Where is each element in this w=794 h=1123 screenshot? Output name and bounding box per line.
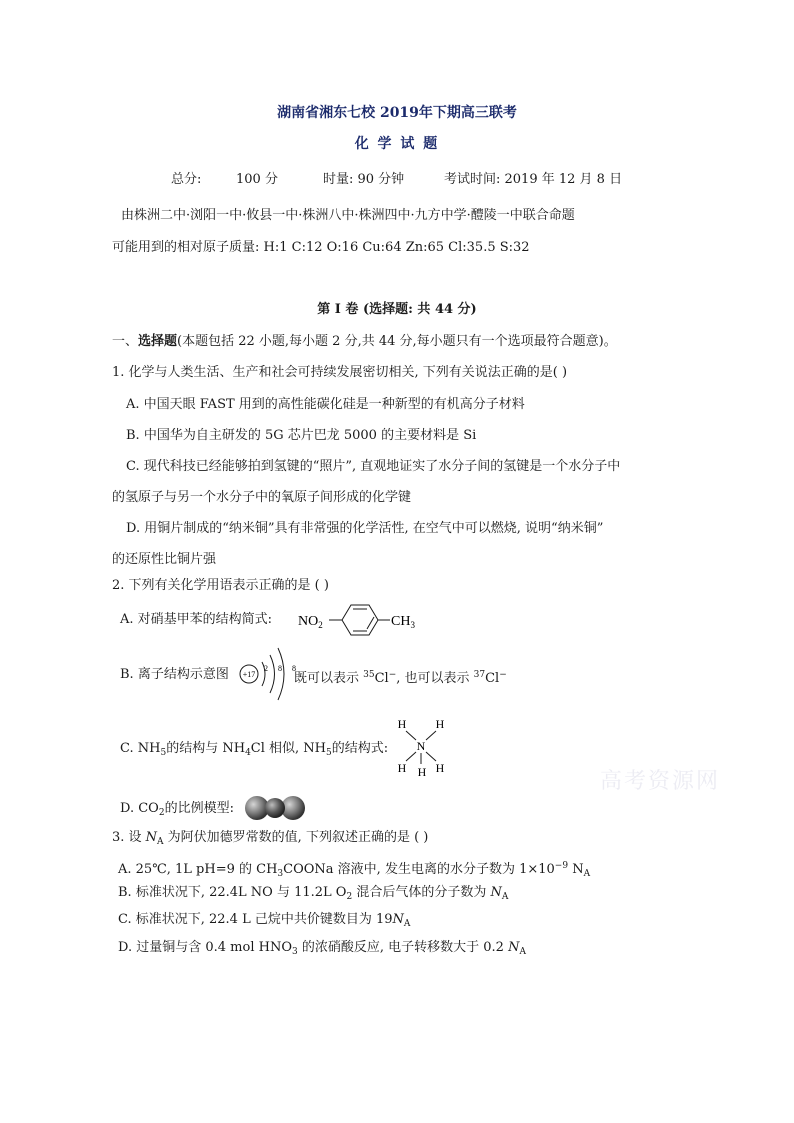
section-heading-rest: (本题包括 22 小题,每小题 2 分,共 44 分,每小题只有一个选项最符合题意)。 — [177, 334, 617, 349]
charge-2: − — [499, 670, 507, 680]
q1-option-d: D. 用铜片制成的“纳米铜”具有非常强的化学活性, 在空气中可以燃烧, 说明“纳米铜” — [126, 521, 604, 536]
q3-a-exponent: −9 — [554, 861, 569, 871]
q2-d-part-2: 的比例模型: — [164, 801, 234, 816]
nh5-structure-formula — [390, 712, 452, 778]
q3-na: N — [145, 830, 158, 845]
q3-d-na: N — [508, 940, 520, 955]
q2-c-sub-3: 5 — [326, 748, 332, 758]
atom-h-5: H — [435, 761, 445, 775]
q2-b-cl-2: Cl — [485, 671, 500, 686]
q1-option-d-cont: 的还原性比铜片强 — [112, 552, 217, 567]
q3-d-sub: 3 — [291, 947, 298, 957]
electron-shell-counts: 2 8 8 — [264, 664, 300, 673]
q3-b-part-2: 混合后气体的分子数为 — [352, 885, 491, 900]
ch3-group: $CH_3$ — [391, 614, 415, 630]
isotope-35: 35 — [363, 670, 375, 680]
ion-structure-diagram — [238, 645, 300, 703]
q3-b-na-sub: A — [501, 892, 509, 902]
q2-option-b-label: B. 离子结构示意图 — [120, 667, 229, 682]
atom-h-3: H — [397, 761, 407, 775]
q3-a-part-3: N — [568, 862, 584, 877]
q3-a-part-1: A. 25℃, 1L pH=9 的 CH — [118, 862, 278, 877]
section-heading-prefix: 一、 — [112, 334, 139, 349]
q3-b-na: N — [490, 885, 502, 900]
q3-d-na-sub: A — [519, 947, 526, 957]
q2-c-part-2: 的结构与 NH — [166, 741, 246, 756]
section-heading — [112, 333, 617, 351]
exam-date: 考试时间: 2019 年 12 月 8 日 — [444, 172, 623, 187]
section-heading-bold: 选择题 — [138, 334, 178, 349]
q2-d-part-1: D. CO — [120, 801, 159, 816]
exam-title: 湖南省湘东七校 2019年下期高三联考 — [277, 105, 517, 121]
q3-option-c — [118, 911, 410, 933]
q3-option-b — [118, 884, 508, 906]
subject-title: 化 学 试 题 — [354, 136, 440, 152]
q2-c-part-1: C. NH — [120, 741, 161, 756]
isotope-37: 37 — [473, 670, 486, 680]
schools-line: 由株洲二中·浏阳一中·攸县一中·株洲八中·株洲四中·九方中学·醴陵一中联合命题 — [121, 208, 575, 223]
q3-option-d — [118, 939, 526, 961]
section-title: 第 I 卷 (选择题: 共 44 分) — [317, 302, 477, 317]
q3-d-part-1: D. 过量铜与含 0.4 mol HNO — [118, 940, 292, 955]
q2-c-sub-1: 5 — [160, 748, 167, 758]
q3-na-sub: A — [157, 837, 164, 847]
nucleus-charge: +17 — [242, 670, 256, 679]
no2-group: $NO_2$ — [298, 614, 323, 630]
atom-h-2: H — [435, 717, 445, 731]
q2-option-d — [120, 800, 234, 822]
q2-c-part-4: 的结构式: — [331, 741, 389, 756]
co2-space-filling-model — [243, 794, 307, 822]
q3-option-a — [118, 857, 590, 883]
p-nitrotoluene-structure — [296, 601, 436, 639]
q1-option-b: B. 中国华为自主研发的 5G 芯片巴龙 5000 的主要材料是 Si — [126, 428, 477, 443]
q3-stem — [112, 829, 428, 851]
q2-b-cl-1: Cl — [374, 671, 389, 686]
q2-option-b-text — [294, 666, 507, 688]
total-value: 100 分 — [236, 172, 278, 187]
q2-stem: 2. 下列有关化学用语表示正确的是 ( ) — [112, 578, 329, 593]
q1-option-a: A. 中国天眼 FAST 用到的高性能碳化硅是一种新型的有机高分子材料 — [126, 397, 525, 412]
q3-c-na-sub: A — [403, 919, 411, 929]
watermark: 高考资源网 — [600, 769, 721, 794]
q3-a-sub-1: 3 — [277, 869, 284, 879]
q2-c-sub-2: 4 — [245, 748, 251, 758]
q2-d-sub: 2 — [158, 808, 165, 818]
q3-a-sub-2: A — [583, 869, 591, 879]
q2-c-part-3: Cl 相似, NH — [250, 741, 327, 756]
atomic-masses-line: 可能用到的相对原子质量: H:1 C:12 O:16 Cu:64 Zn:65 Cl:35.5 S:32 — [112, 240, 530, 255]
q1-option-c: C. 现代科技已经能够拍到氢键的“照片”, 直观地证实了水分子间的氢键是一个水分子中 — [126, 459, 621, 474]
time-label: 时量: 90 分钟 — [323, 172, 405, 187]
q2-option-a: A. 对硝基甲苯的结构简式: — [120, 612, 273, 627]
q1-option-c-cont: 的氢原子与另一个水分子中的氧原子间形成的化学键 — [112, 490, 412, 505]
charge-1: − — [388, 670, 397, 680]
q3-c-part-1: C. 标准状况下, 22.4 L 己烷中共价键数目为 19 — [118, 912, 393, 927]
q3-a-part-2: COONa 溶液中, 发生电离的水分子数为 1×10 — [283, 862, 555, 877]
total-label: 总分: — [171, 172, 202, 187]
q3-b-part-1: B. 标准状况下, 22.4L NO 与 11.2L O — [118, 885, 347, 900]
atom-h-4: H — [417, 765, 427, 778]
q3-c-na: N — [392, 912, 404, 927]
q3-stem-2: 为阿伏加德罗常数的值, 下列叙述正确的是 ( ) — [163, 830, 429, 845]
q1-stem: 1. 化学与人类生活、生产和社会可持续发展密切相关, 下列有关说法正确的是( ) — [112, 365, 568, 380]
atom-n: N — [416, 739, 426, 753]
q2-b-text-3: , 也可以表示 — [396, 671, 474, 686]
q3-stem-1: 3. 设 — [112, 830, 146, 845]
q2-b-text-1: 既可以表示 — [294, 671, 364, 686]
atom-h-1: H — [397, 717, 407, 731]
q3-b-sub: 2 — [346, 892, 353, 902]
q2-option-c — [120, 740, 388, 762]
q3-d-part-2: 的浓硝酸反应, 电子转移数大于 0.2 — [297, 940, 509, 955]
